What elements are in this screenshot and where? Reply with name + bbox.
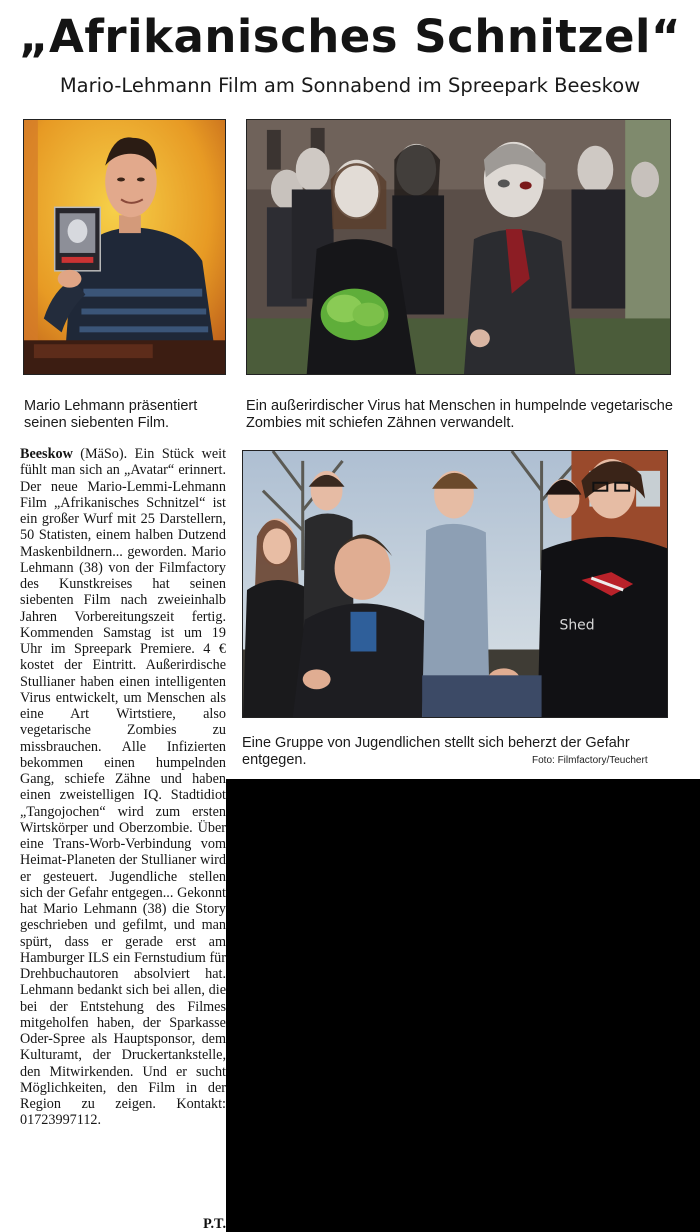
article-body [20,446,226,1129]
portrait-photo [23,119,226,375]
article-author-tag: (MäSo). [80,446,128,462]
contact-label: Kontakt: [176,1096,226,1112]
redacted-area [226,779,700,1232]
zombies-photo [246,119,671,375]
contact-phone: 01723997112. [20,1112,102,1129]
shirt-print: Shed [559,617,595,634]
group-photo [242,450,668,718]
group-caption: Eine Gruppe von Jugendlichen stellt sich beherzt der Gefahr entgegen. [242,735,630,768]
article-text: Ein Stück weit fühlt man sich an „Avatar“ erinnert. Der neue Mario-Lemmi-Lehmann Film „Afrikanisches Schnitzel“ ist ein großer Wurf mit 25 Darstellern, 50 Statisten, einem halben Dutzend Maskenbildnern... geworden. Mario Lehmann (38) von der Filmfactory des Kunstkreises hat seinen siebenten Film nach zweieinhalb Jahren Vorbereitungszeit fertig. Kommenden Samstag ist um 19 Uhr im Spreepark Premiere. 4 € kostet der Eintritt. Außerirdische Stullianer haben einen intelligenten Virus entwickelt, um Menschen als eine Art Wirtstiere, also vegetarische Zombies zu missbrauchen. Alle Infizierten bekommen einen humpelnden Gang, schiefe Zähne und haben einen zweistelligen IQ. Stadtidiot „Tangojochen“ wird zum ersten Wirtskörper und Oberzombie. Über eine Trans-Worb-Verbindung vom Heimat-Planeten der Stullianer wird er gesteuert. Jugendliche stellen sich der Gefahr entgegen... Gekonnt hat Mario Lehmann (38) die Story geschrieben und gefilmt, und man spürt, dass er gerade erst am Hamburger ILS ein Fernstudium für Drehbuchautoren absolviert hat. Lehmann bedankt sich bei allen, die bei der Entstehung des Filmes mitgeholfen haben, der Sparkasse Oder-Spree als Hauptsponsor, dem Kulturamt, der Druckertankstelle, den Mitwirkenden. Und er sucht Möglichkeiten, den Film in der Region zu zeigen. [20,446,227,1112]
article-subheadline: Mario-Lehmann Film am Sonnabend im Spreepark Beeskow [59,74,641,97]
photo-credit: Foto: Filmfactory/Teuchert [532,755,648,766]
article-headline: „Afrikanisches Schnitzel“ [18,10,682,63]
author-signature: P.T. [203,1216,226,1232]
article-dateline: Beeskow [20,446,73,462]
portrait-caption: Mario Lehmann präsentiert seinen siebenten Film. [24,398,198,431]
article-signature-row [20,1216,226,1232]
zombies-caption: Ein außerirdischer Virus hat Menschen in humpelnde vegetarische Zombies mit schiefen Zähnen verwandelt. [246,398,673,431]
